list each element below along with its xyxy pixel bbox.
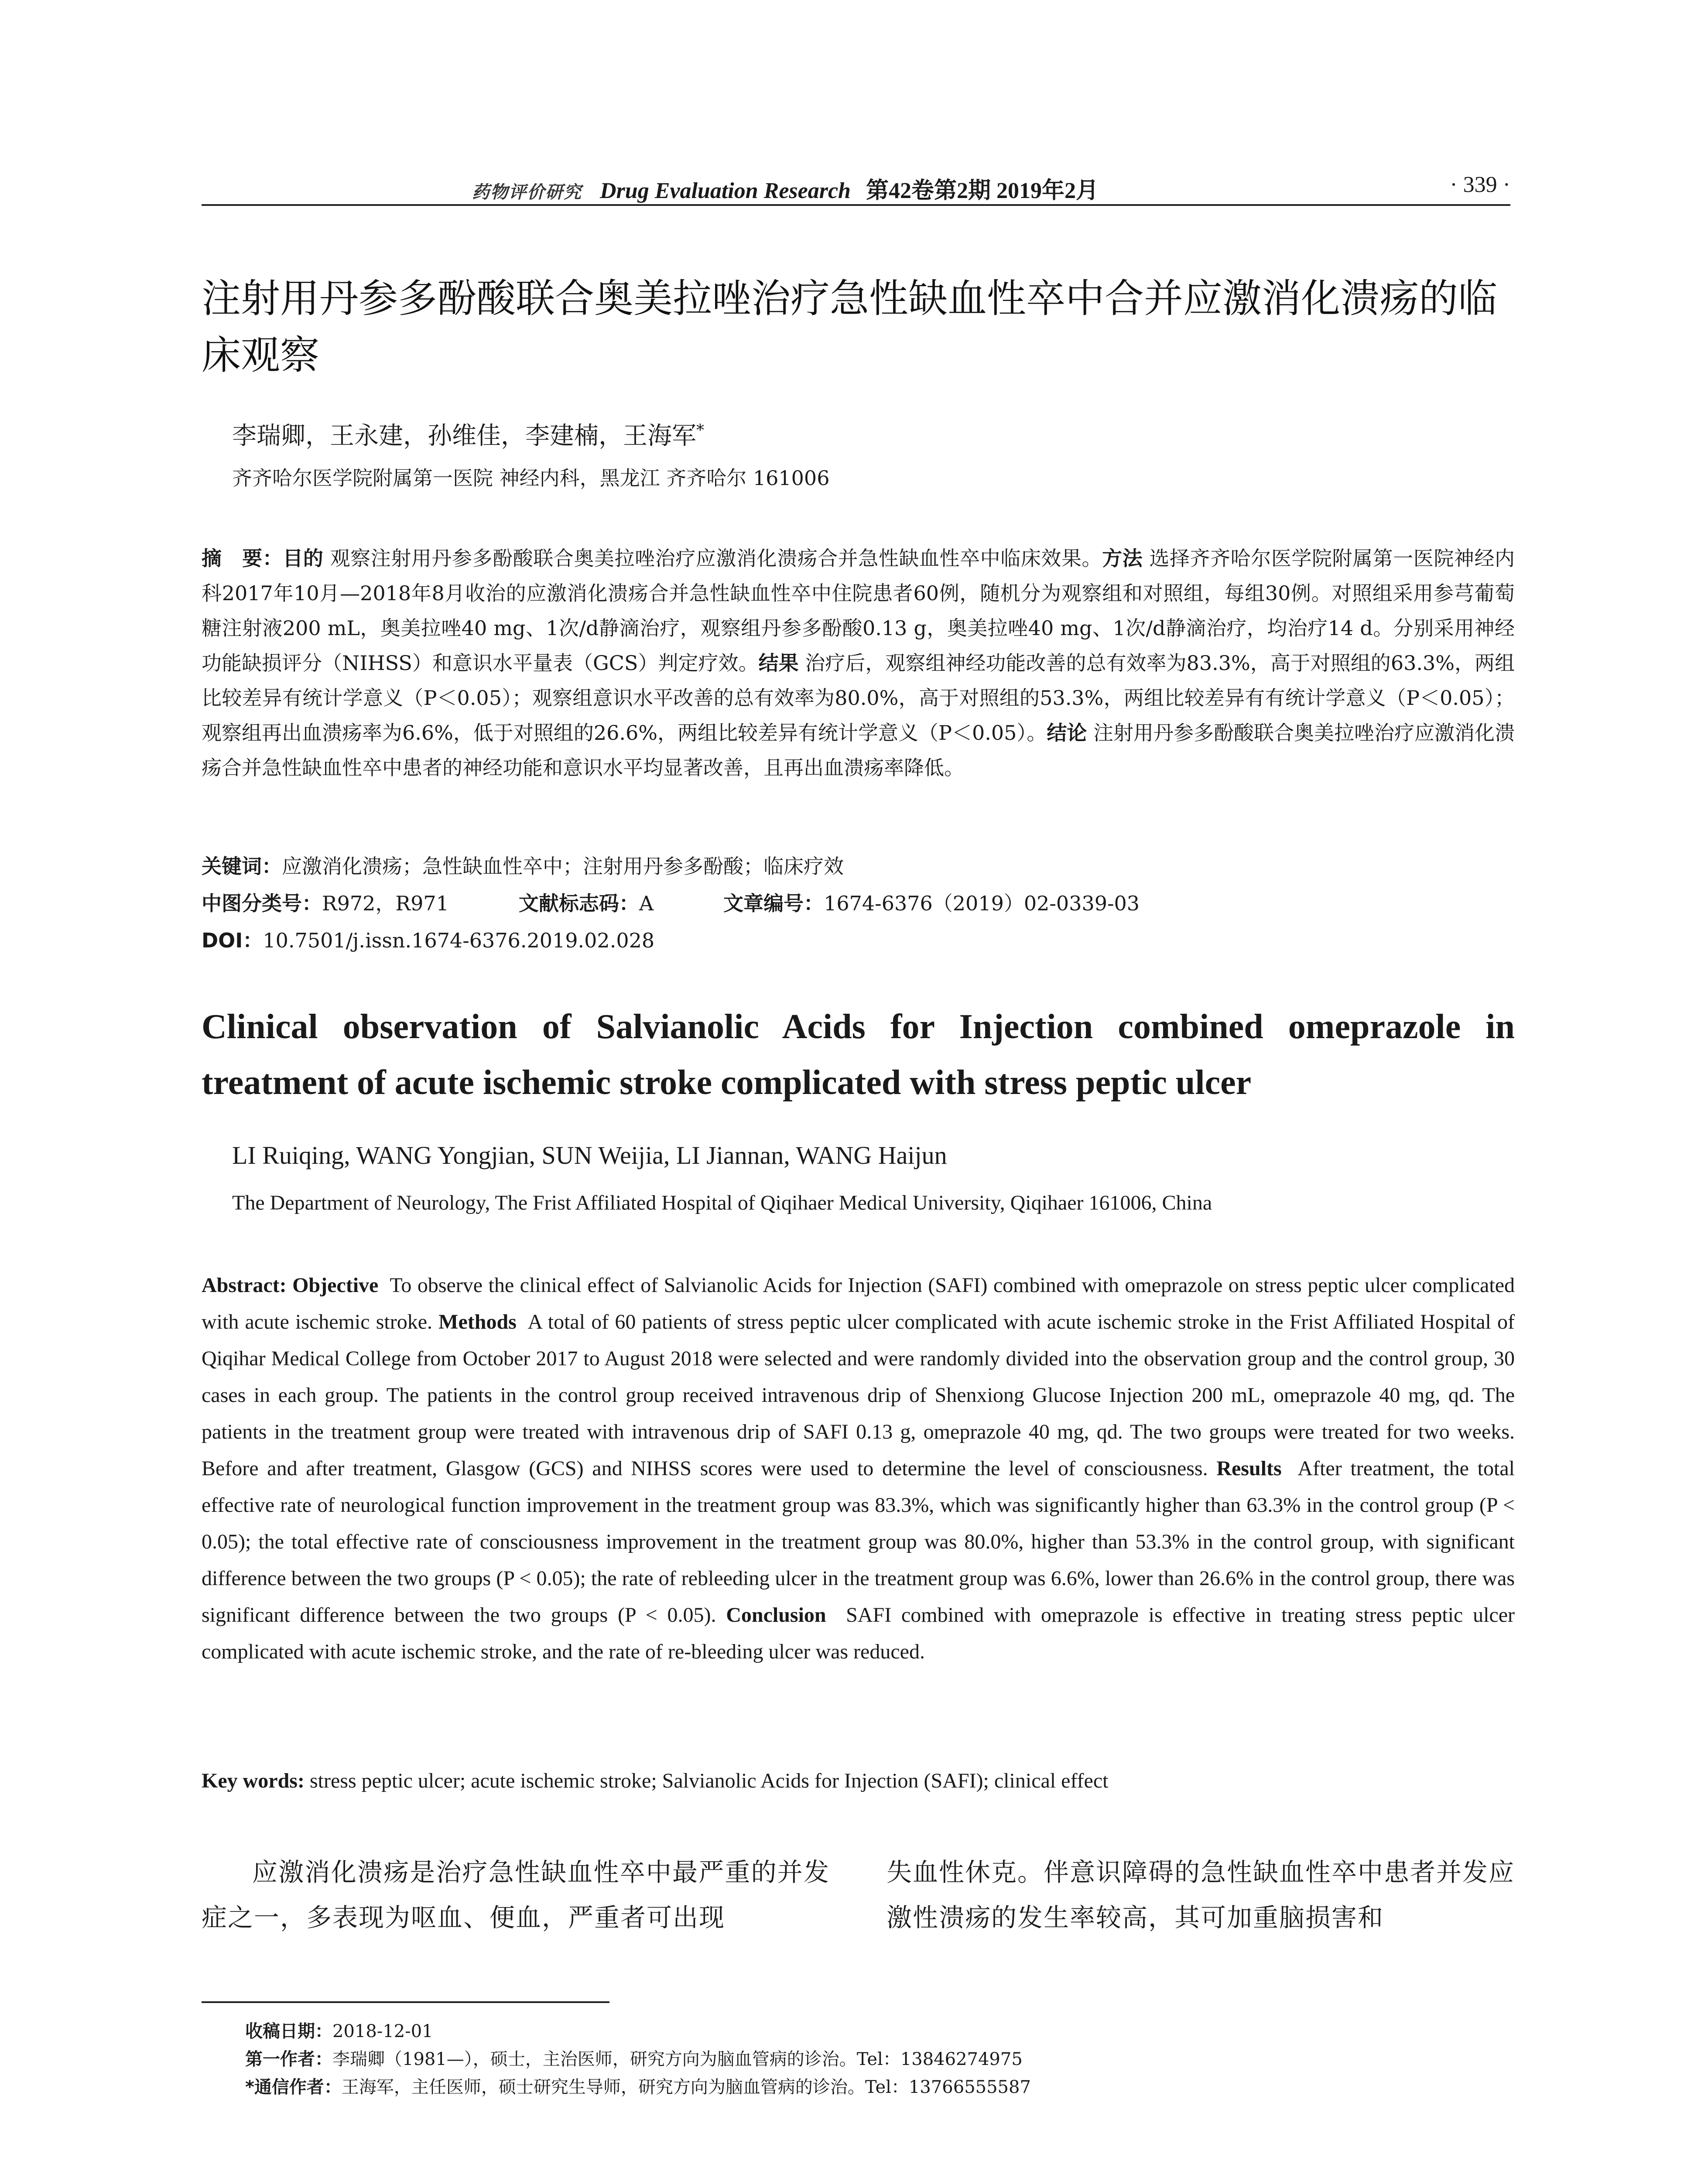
clc-label: 中图分类号：: [202, 892, 322, 915]
abstract-en-methods-label: Methods: [438, 1310, 517, 1333]
corresponding-mark: *: [696, 421, 704, 440]
doi-label: DOI：: [202, 929, 263, 952]
abstract-en-conclusion: SAFI combined with omeprazole is effective in treating stress peptic ulcer complicated with acute ischemic stroke, and the rate of re-bleeding ulcer was reduced.: [202, 1603, 1515, 1663]
keywords-chinese: [202, 851, 1515, 879]
abstract-chinese: [202, 541, 1515, 785]
header-center: [472, 172, 1099, 205]
abstract-cn-methods-label: 方法: [1102, 547, 1143, 570]
abstract-cn-results: 治疗后，观察组神经功能改善的总有效率为83.3%，高于对照组的63.3%，两组比较差异有统计学意义（P＜0.05）；观察组意识水平改善的总有效率为80.0%，高于对照组的53.3%，两组比较差异有有统计学意义（P＜0.05）；观察组再出血溃疡率为6.6%，低于对照组的26.6%，两组比较差异有统计学意义（P＜0.05）。: [202, 651, 1515, 745]
journal-issue: 第42卷第2期 2019年2月: [866, 178, 1099, 203]
body-text-right-column: 失血性休克。伴意识障碍的急性缺血性卒中患者并发应激性溃疡的发生率较高，其可加重脑损害和: [887, 1857, 1515, 1932]
page-number: · 339 ·: [1450, 172, 1510, 197]
corresponding-label: *通信作者：: [245, 2077, 342, 2097]
abstract-en-results-label: Results: [1216, 1457, 1282, 1480]
abstract-en-conclusion-label: Conclusion: [726, 1603, 826, 1627]
first-author-label: 第一作者：: [245, 2049, 332, 2069]
abstract-en-objective: To observe the clinical effect of Salvianolic Acids for Injection (SAFI) combined with omeprazole on stress peptic ulcer complicated with acute ischemic stroke.: [202, 1274, 1515, 1333]
abstract-cn-label: 摘 要：: [202, 547, 283, 570]
abstract-en-label: Abstract:: [202, 1274, 293, 1297]
article-no-value: 1674-6376（2019）02-0339-03: [824, 892, 1140, 915]
keywords-en-text: stress peptic ulcer; acute ischemic stroke; Salvianolic Acids for Injection (SAFI); clinical effect: [309, 1769, 1109, 1792]
clc-value: R972，R971: [322, 892, 449, 915]
doc-code-label: 文献标志码：: [518, 892, 639, 915]
received-label: 收稿日期：: [245, 2021, 332, 2041]
abstract-cn-results-label: 结果: [758, 651, 799, 675]
abstract-en-methods: A total of 60 patients of stress peptic ulcer complicated with acute ischemic stroke in the Frist Affiliated Hospital of Qiqihar Medical College from October 2017 to August 2018 were selected and were randomly divided into the observation group and the control group, 30 cases in each group. The patients in the control group received intravenous drip of Shenxiong Glucose Injection 200 mL, omeprazole 40 mg, qd. The patients in the treatment group were treated with intravenous drip of SAFI 0.13 g, omeprazole 40 mg, qd. The two groups were treated for two weeks. Before and after treatment, Glasgow (GCS) and NIHSS scores were used to determine the level of consciousness.: [202, 1310, 1515, 1480]
abstract-cn-objective: 观察注射用丹参多酚酸联合奥美拉唑治疗应激消化溃疡合并急性缺血性卒中临床效果。: [330, 547, 1102, 570]
abstract-cn-methods: 选择齐齐哈尔医学院附属第一医院神经内科2017年10月—2018年8月收治的应激消化溃疡合并急性缺血性卒中住院患者60例，随机分为观察组和对照组，每组30例。对照组采用参芎葡萄糖注射液200 mL，奥美拉唑40 mg、1次/d静滴治疗，观察组丹参多酚酸0.13 g，奥美拉唑40 mg、1次/d静滴治疗，均治疗14 d。分别采用神经功能缺损评分（NIHSS）和意识水平量表（GCS）判定疗效。: [202, 547, 1515, 675]
abstract-english: [202, 1267, 1515, 1670]
abstract-cn-conclusion: 注射用丹参多酚酸联合奥美拉唑治疗应激消化溃疡合并急性缺血性卒中患者的神经功能和意识水平均显著改善，且再出血溃疡率降低。: [202, 721, 1515, 779]
journal-logo: 药物评价研究: [472, 182, 582, 202]
affiliation-english: The Department of Neurology, The Frist Affiliated Hospital of Qiqihaer Medical University, Qiqihaer 161006, China: [232, 1191, 1212, 1214]
received-date: 2018-12-01: [332, 2021, 433, 2041]
abstract-cn-objective-label: 目的: [283, 547, 324, 570]
article-no-label: 文章编号：: [723, 892, 824, 915]
doi-line: [202, 925, 1515, 954]
authors-chinese-names: 李瑞卿，王永建，孙维佳，李建楠，王海军: [232, 422, 696, 450]
body-text-left-column: 应激消化溃疡是治疗急性缺血性卒中最严重的并发症之一，多表现为呕血、便血，严重者可出现: [202, 1857, 830, 1932]
keywords-cn-text: 应激消化溃疡；急性缺血性卒中；注射用丹参多酚酸；临床疗效: [282, 855, 844, 878]
footnotes: [245, 2017, 1510, 2101]
authors-english: LI Ruiqing, WANG Yongjian, SUN Weijia, LI Jiannan, WANG Haijun: [232, 1141, 947, 1169]
doc-code-value: A: [639, 892, 654, 915]
footnote-divider: [202, 2001, 609, 2003]
keywords-cn-label: 关键词：: [202, 855, 282, 878]
footnote-first-author: [245, 2045, 1510, 2073]
running-header: [202, 169, 1510, 206]
title-english: Clinical observation of Salvianolic Acids for Injection combined omeprazole in treatment of acute ischemic stroke complicated with stress peptic ulcer: [202, 1008, 1515, 1102]
footnote-corresponding: [245, 2073, 1510, 2101]
abstract-cn-conclusion-label: 结论: [1047, 721, 1087, 745]
footnote-received: [245, 2017, 1510, 2045]
affiliation-chinese: 齐齐哈尔医学院附属第一医院 神经内科，黑龙江 齐齐哈尔 161006: [232, 466, 830, 490]
authors-chinese: [232, 417, 704, 451]
first-author-info: 李瑞卿（1981—），硕士，主治医师，研究方向为脑血管病的诊治。Tel：13846274975: [332, 2049, 1023, 2069]
keywords-en-label: Key words:: [202, 1769, 310, 1792]
title-chinese: 注射用丹参多酚酸联合奥美拉唑治疗急性缺血性卒中合并应激消化溃疡的临床观察: [202, 276, 1497, 378]
classification-line: [202, 888, 1515, 916]
journal-name: Drug Evaluation Research: [600, 178, 851, 203]
abstract-en-results: After treatment, the total effective rate of neurological function improvement in the treatment group was 83.3%, which was significantly higher than 63.3% in the control group (P < 0.05); the total effective rate of consciousness improvement in the treatment group was 80.0%, higher than 53.3% in the control group, with significant difference between the two groups (P < 0.05); the rate of rebleeding ulcer in the treatment group was 6.6%, lower than 26.6% in the control group, there was significant difference between the two groups (P < 0.05).: [202, 1457, 1515, 1627]
doi-value: 10.7501/j.issn.1674-6376.2019.02.028: [263, 929, 655, 952]
abstract-en-objective-label: Objective: [292, 1274, 379, 1297]
keywords-english: [202, 1769, 1515, 1793]
corresponding-info: 王海军，主任医师，硕士研究生导师，研究方向为脑血管病的诊治。Tel：13766555587: [341, 2077, 1031, 2097]
